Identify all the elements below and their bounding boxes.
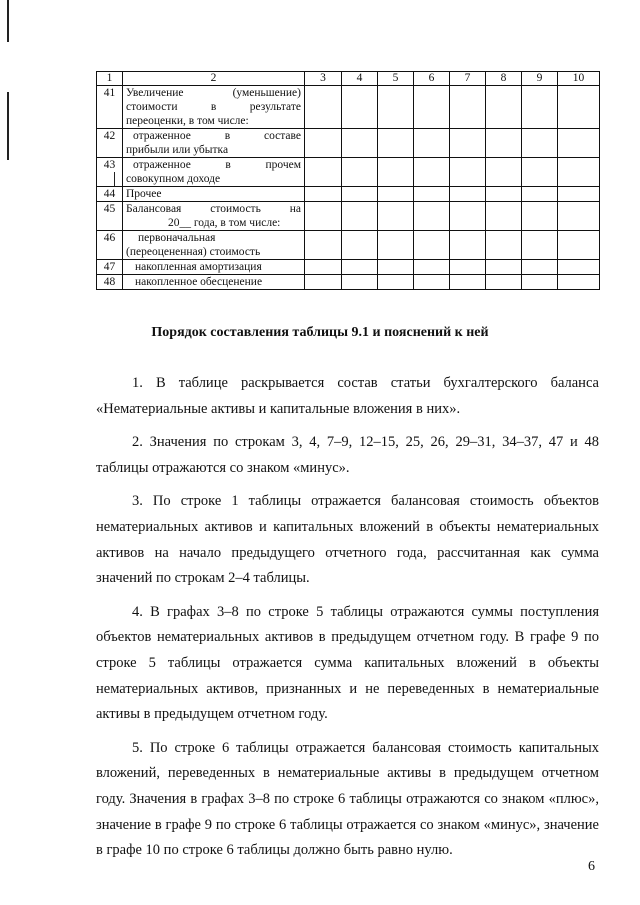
column-number: 1 [97, 72, 123, 86]
table-row [97, 129, 600, 158]
column-number: 4 [342, 72, 378, 86]
row-number: 48 [97, 275, 123, 290]
row-description: отраженное в составе прибыли или убытка [123, 129, 305, 158]
paragraph: 3. По строке 1 таблицы отражается балансовая стоимость объектов нематериальных активов и капитальных вложений в объекты нематериальных активов на начало предыдущего отчетного года, рассчитанная как сумма значений по строкам 2–4 таблицы. [96, 493, 599, 587]
row-number: 44 [97, 187, 123, 202]
row-description: накопленное обесценение [123, 275, 305, 290]
row-number: 41 [97, 86, 123, 129]
row-description: отраженное в прочем совокупном доходе [123, 158, 305, 187]
row-number: 46 [97, 231, 123, 260]
column-number: 3 [305, 72, 342, 86]
row-number: 45 [97, 202, 123, 231]
column-number: 9 [522, 72, 558, 86]
column-number: 8 [486, 72, 522, 86]
row-number: 47 [97, 260, 123, 275]
column-number: 6 [414, 72, 450, 86]
scan-margin-mark [7, 92, 9, 160]
scan-margin-mark [7, 0, 9, 42]
column-number: 2 [123, 72, 305, 86]
table-row [97, 158, 600, 187]
table-row [97, 202, 600, 231]
table-row [97, 275, 600, 290]
column-number: 10 [558, 72, 600, 86]
paragraph: 5. По строке 6 таблицы отражается балансовая стоимость капитальных вложений, переведенных в нематериальные активы в предыдущем отчетном году. Значения в графах 3–8 по строке 6 таблицы отражаются со знаком «плюс», значение в графе 9 по строке 6 таблицы отражается со знаком «минус», значение в графе 10 по строке 6 таблицы должно быть равно нулю. [96, 739, 599, 859]
row-description: первоначальная (переоцененная) стоимость [123, 231, 305, 260]
intangible-assets-table [96, 71, 600, 290]
row-number: 42 [97, 129, 123, 158]
paragraph: 2. Значения по строкам 3, 4, 7–9, 12–15, 25, 26, 29–31, 34–37, 47 и 48 таблицы отражаются со знаком «минус». [96, 434, 599, 476]
row-description: Увеличение (уменьшение) стоимости в результате переоценки, в том числе: [123, 86, 305, 129]
paragraph: 4. В графах 3–8 по строке 5 таблицы отражаются суммы поступления объектов нематериальных активов в предыдущем отчетном году. В графе 9 по строке 5 таблицы отражается сумма капитальных вложений в объекты нематериальных активов, признанных и не переведенных в нематериальные активы в предыдущем отчетном году. [96, 603, 599, 723]
table-row [97, 187, 600, 202]
page-number: 6 [588, 859, 595, 874]
column-number: 5 [378, 72, 414, 86]
row-description: Прочее [123, 187, 305, 202]
row-number: 43 [97, 158, 123, 187]
row-description: Балансовая стоимость на 20__ года, в том числе: [123, 202, 305, 231]
instructions-text [96, 371, 599, 872]
table-header-row [97, 72, 600, 86]
table-row [97, 86, 600, 129]
row-description: накопленная амортизация [123, 260, 305, 275]
table-row [97, 260, 600, 275]
column-number: 7 [450, 72, 486, 86]
table-row [97, 231, 600, 260]
section-heading: Порядок составления таблицы 9.1 и пояснений к ней [151, 325, 489, 340]
paragraph: 1. В таблице раскрывается состав статьи бухгалтерского баланса «Нематериальные активы и капитальные вложения в них». [96, 375, 599, 417]
